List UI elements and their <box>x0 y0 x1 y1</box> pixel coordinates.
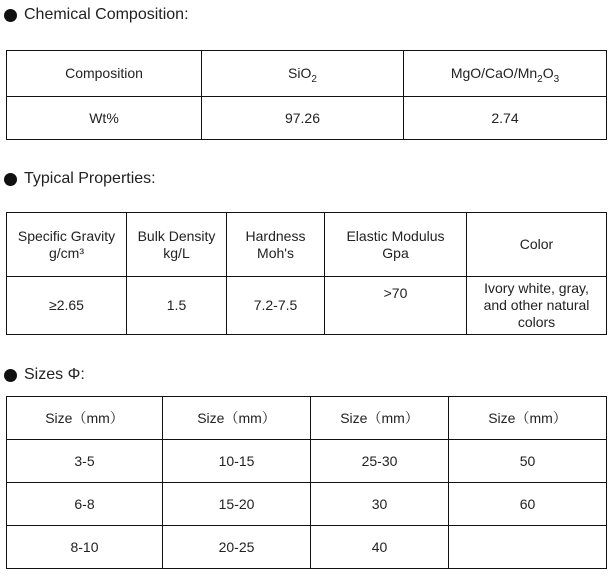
color-cell: Ivory white, gray, and other natural colors <box>467 277 607 335</box>
table-header-row <box>7 213 607 277</box>
header-cell: Size（mm） <box>449 397 607 440</box>
heading-text: Typical Properties: <box>24 170 156 187</box>
table-cell: 8-10 <box>7 526 163 569</box>
table-cell: 3-5 <box>7 440 163 483</box>
bullet-icon <box>4 9 17 22</box>
table-cell: 15-20 <box>163 483 311 526</box>
table-header-row <box>7 51 607 97</box>
table-cell: 7.2-7.5 <box>227 277 325 335</box>
table-cell <box>449 526 607 569</box>
table-cell: 60 <box>449 483 607 526</box>
header-cell: Color <box>467 213 607 277</box>
table-row <box>7 277 607 335</box>
table-row <box>7 440 607 483</box>
heading-text: Sizes Φ: <box>24 366 85 383</box>
table-cell: 25-30 <box>311 440 449 483</box>
table-cell: 50 <box>449 440 607 483</box>
table-row <box>7 483 607 526</box>
typical-properties-table <box>6 212 607 335</box>
chemical-composition-table <box>6 50 607 140</box>
sizes-heading <box>4 366 85 384</box>
header-cell: Size（mm） <box>7 397 163 440</box>
table-cell: 6-8 <box>7 483 163 526</box>
table-row <box>7 526 607 569</box>
typical-properties-heading <box>4 170 156 188</box>
table-row <box>7 97 607 140</box>
header-cell: Size（mm） <box>311 397 449 440</box>
header-cell: Size（mm） <box>163 397 311 440</box>
table-cell: ≥2.65 <box>7 277 127 335</box>
header-cell: Specific Gravity g/cm³ <box>7 213 127 277</box>
row-label: Wt% <box>7 97 202 140</box>
table-cell: 40 <box>311 526 449 569</box>
table-cell: 20-25 <box>163 526 311 569</box>
table-cell: 1.5 <box>127 277 227 335</box>
table-cell: 2.74 <box>404 97 607 140</box>
table-cell: 97.26 <box>202 97 404 140</box>
table-cell: 10-15 <box>163 440 311 483</box>
chemical-composition-heading <box>4 6 189 24</box>
bullet-icon <box>4 369 17 382</box>
header-cell: Elastic Modulus Gpa <box>325 213 467 277</box>
header-cell: Bulk Density kg/L <box>127 213 227 277</box>
header-cell-oxides: MgO/$CaO/Mn_2O_3$ <box>404 51 607 97</box>
sizes-table <box>6 396 607 569</box>
table-cell: 30 <box>311 483 449 526</box>
header-cell: Composition <box>7 51 202 97</box>
header-cell-sio2: SiO$_2$ <box>202 51 404 97</box>
header-cell: Hardness Moh's <box>227 213 325 277</box>
heading-text: Chemical Composition: <box>24 6 189 23</box>
bullet-icon <box>4 173 17 186</box>
table-header-row <box>7 397 607 440</box>
table-cell: >70 <box>325 277 467 335</box>
